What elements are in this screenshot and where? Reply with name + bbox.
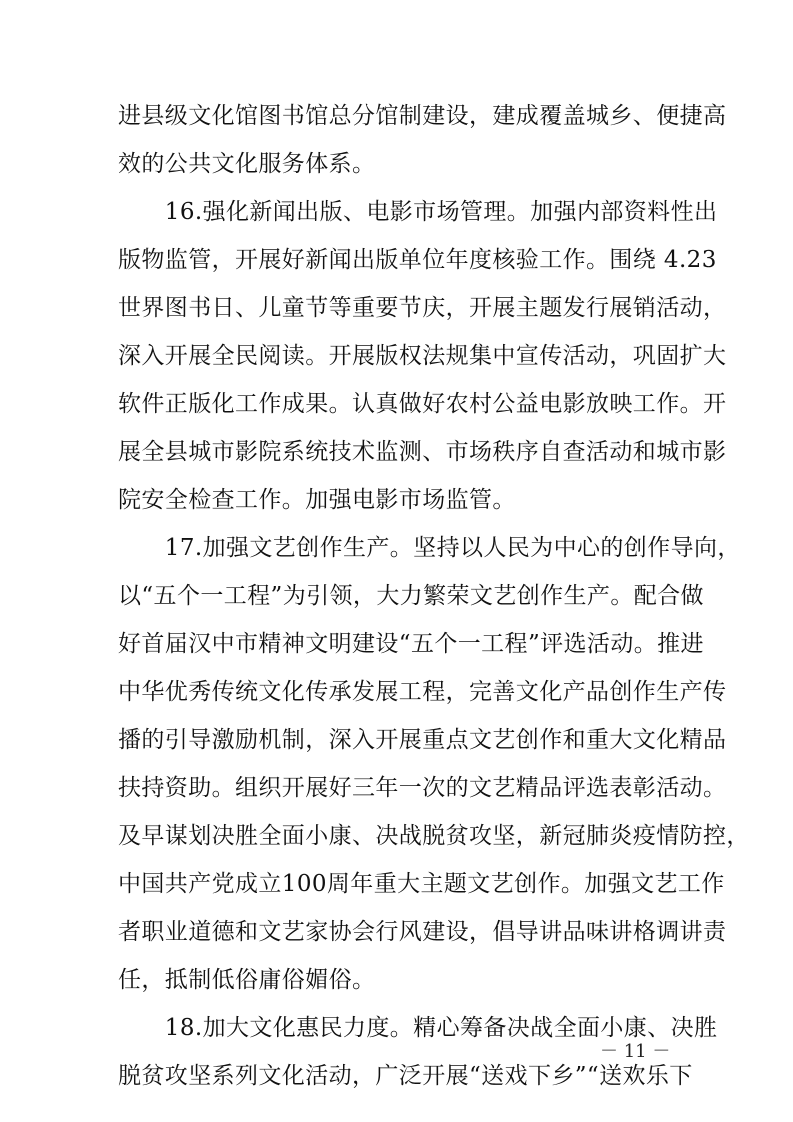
page-number: － 11 － (600, 1041, 671, 1062)
body-line: 展全县城市影院系统技术监测、市场秩序自查活动和城市影 (118, 439, 727, 465)
body-line: 者职业道德和文艺家协会行风建设，倡导讲品味讲格调讲责 (118, 919, 727, 945)
body-line: 任，抵制低俗庸俗媚俗。 (118, 967, 376, 993)
body-line: 18.加大文化惠民力度。精心筹备决战全面小康、决胜 (118, 1015, 718, 1041)
body-line: 院安全检查工作。加强电影市场监管。 (118, 487, 516, 513)
body-line: 17.加强文艺创作生产。坚持以人民为中心的创作导向， (118, 535, 741, 561)
body-line: 深入开展全民阅读。开展版权法规集中宣传活动，巩固扩大 (118, 343, 727, 369)
body-line: 扶持资助。组织开展好三年一次的文艺精品评选表彰活动。 (118, 775, 727, 801)
body-line: 以“五个一工程”为引领，大力繁荣文艺创作生产。配合做 (118, 583, 704, 609)
body-line: 好首届汉中市精神文明建设“五个一工程”评选活动。推进 (118, 631, 704, 657)
body-line: 播的引导激励机制，深入开展重点文艺创作和重大文化精品 (118, 727, 727, 753)
body-line: 软件正版化工作成果。认真做好农村公益电影放映工作。开 (118, 391, 727, 417)
body-line: 16.强化新闻出版、电影市场管理。加强内部资料性出 (118, 199, 718, 225)
body-line: 及早谋划决胜全面小康、决战脱贫攻坚，新冠肺炎疫情防控， (118, 823, 750, 849)
body-line: 世界图书日、儿童节等重要节庆，开展主题发行展销活动， (118, 295, 727, 321)
body-line: 脱贫攻坚系列文化活动，广泛开展“送戏下乡”“送欢乐下 (118, 1063, 693, 1089)
body-line: 进县级文化馆图书馆总分馆制建设，建成覆盖城乡、便捷高 (118, 103, 727, 129)
body-line: 中华优秀传统文化传承发展工程，完善文化产品创作生产传 (118, 679, 727, 705)
body-line: 版物监管，开展好新闻出版单位年度核验工作。围绕 4.23 (118, 247, 717, 273)
body-line: 中国共产党成立100周年重大主题文艺创作。加强文艺工作 (118, 871, 725, 897)
body-line: 效的公共文化服务体系。 (118, 151, 376, 177)
